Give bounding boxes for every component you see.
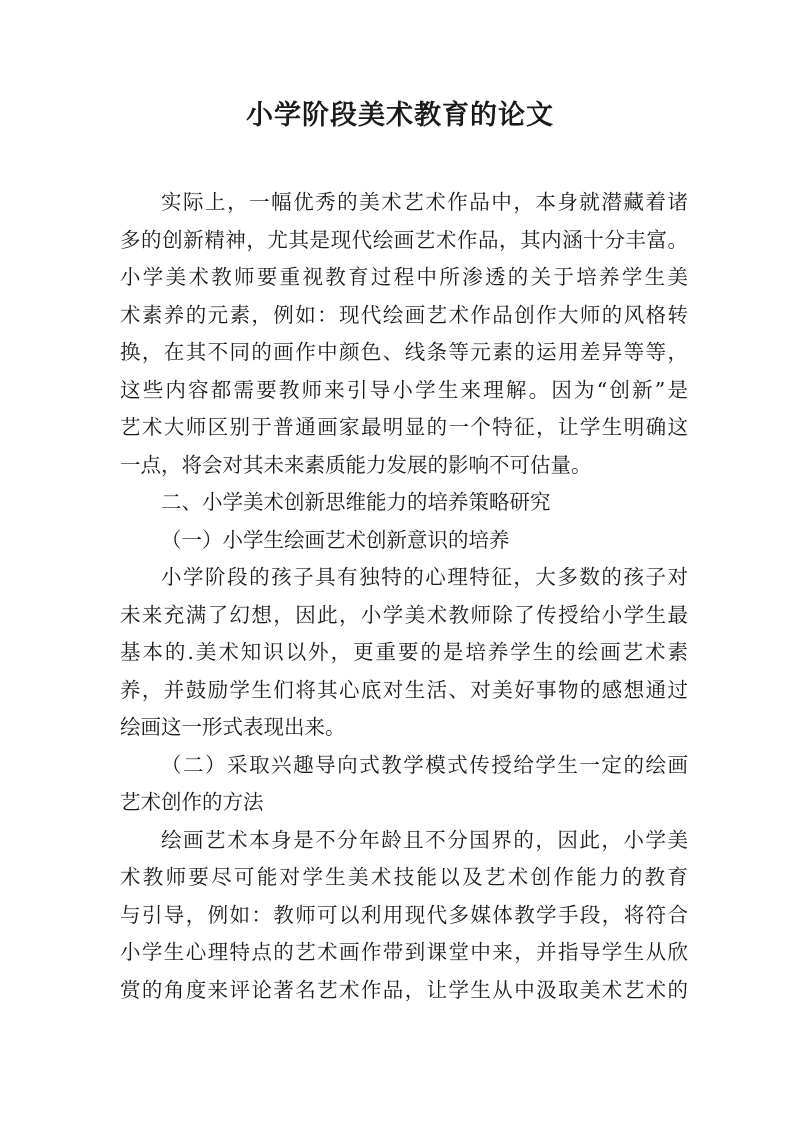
text-line: 术教师要尽可能对学生美术技能以及艺术创作能力的教育 [120,865,688,889]
text-line: 养，并鼓励学生们将其心底对生活、对美好事物的感想通过 [120,677,688,702]
text-line: 赏的角度来评论著名艺术作品，让学生从中汲取美术艺术的 [120,977,688,1002]
text-line: 小学美术教师要重视教育过程中所渗透的关于培养学生美 [120,265,688,289]
text-line: 这些内容都需要教师来引导小学生来理解。因为“创新”是 [120,377,688,402]
document-body [120,184,688,1009]
text-line: 绘画这一形式表现出来。 [120,715,346,739]
text-line: 基本的.美术知识以外，更重要的是培养学生的绘画艺术素 [120,640,688,664]
text-line: 小学阶段的孩子具有独特的心理特征，大多数的孩子对 [161,565,688,589]
text-line: 一点，将会对其未来素质能力发展的影响不可估量。 [120,452,592,477]
subsection-heading: （二）采取兴趣导向式教学模式传授给学生一定的绘画 [161,752,688,777]
text-line: 术素养的元素，例如：现代绘画艺术作品创作大师的风格转 [120,302,688,327]
text-line: 换，在其不同的画作中颜色、线条等元素的运用差异等等， [120,340,688,364]
section-heading: 二、小学美术创新思维能力的培养策略研究 [161,490,551,514]
subsection-heading: （一）小学生绘画艺术创新意识的培养 [161,527,510,552]
text-line: 艺术大师区别于普通画家最明显的一个特征，让学生明确这 [120,415,688,439]
text-line: 绘画艺术本身是不分年龄且不分国界的，因此，小学美 [161,827,688,852]
text-line: 未来充满了幻想，因此，小学美术教师除了传授给小学生最 [120,602,688,627]
text-line: 实际上，一幅优秀的美术艺术作品中，本身就潜藏着诸 [161,190,688,214]
document-title: 小学阶段美术教育的论文 [246,100,554,131]
text-line: 多的创新精神，尤其是现代绘画艺术作品，其内涵十分丰富。 [120,227,688,252]
subsection-heading-continued: 艺术创作的方法 [120,790,264,814]
text-line: 与引导，例如：教师可以利用现代多媒体教学手段，将符合 [120,902,688,927]
text-line: 小学生心理特点的艺术画作带到课堂中来，并指导学生从欣 [120,940,688,964]
